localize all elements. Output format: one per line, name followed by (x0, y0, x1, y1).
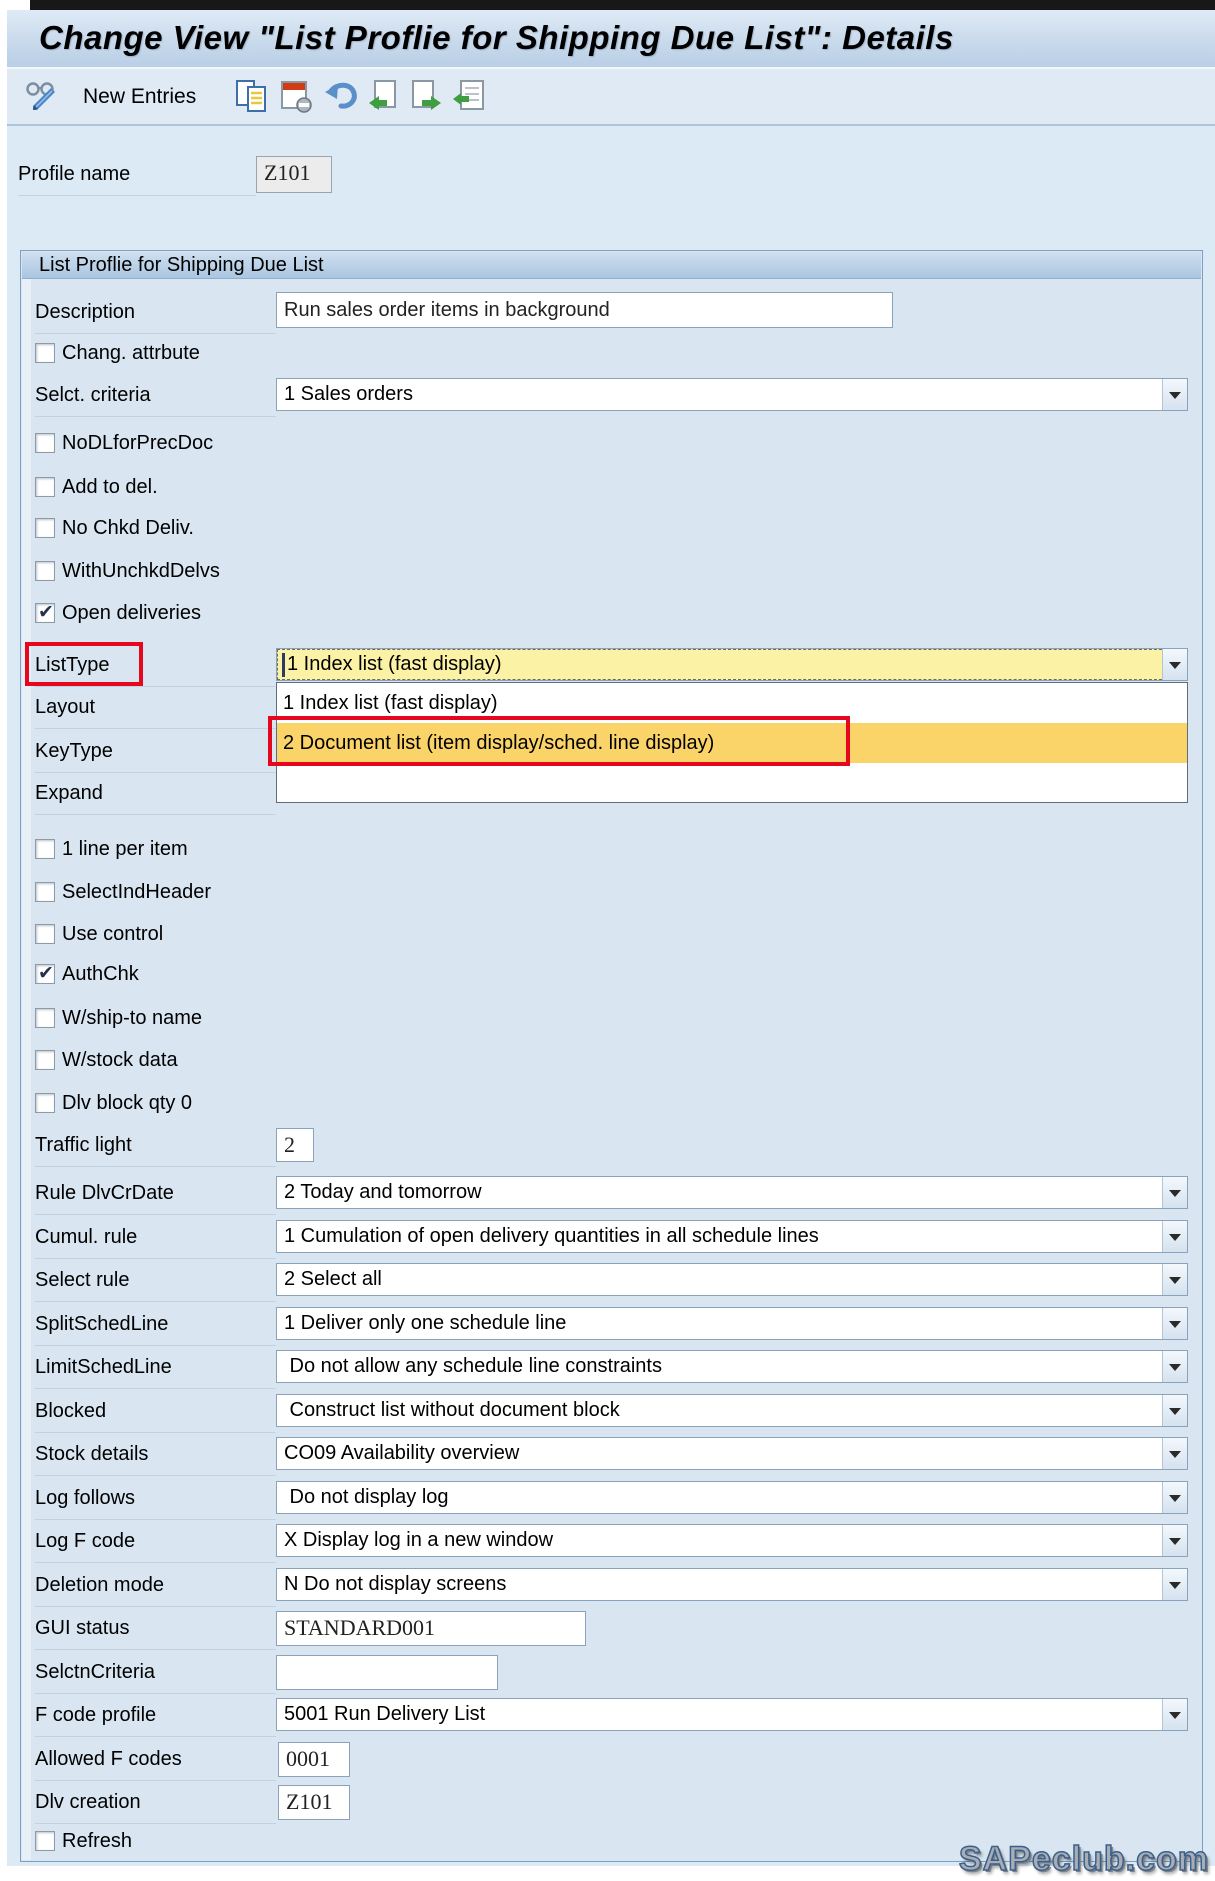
checkbox-w-stock-data[interactable] (35, 1049, 178, 1071)
checkbox-selectindheader[interactable] (35, 881, 211, 903)
checkbox-box[interactable] (35, 477, 55, 497)
deletion-mode-select[interactable] (276, 1568, 1188, 1601)
stock-details-select[interactable] (276, 1437, 1188, 1470)
chevron-down-icon[interactable] (1162, 1264, 1187, 1295)
title-bar (7, 10, 1215, 69)
text-cursor (282, 653, 285, 677)
delete-icon[interactable] (279, 79, 313, 113)
blocked-select[interactable] (276, 1394, 1188, 1427)
checkbox-label: W/stock data (62, 1048, 178, 1071)
limitschedline-label: LimitSchedLine (35, 1350, 276, 1389)
blocked-label: Blocked (35, 1394, 276, 1433)
allowed-f-codes-label: Allowed F codes (35, 1742, 276, 1781)
log-f-code-label: Log F code (35, 1524, 276, 1563)
checkbox-label: Refresh (62, 1829, 133, 1852)
checkbox-label: 1 line per item (62, 837, 188, 860)
groupbox-left-strip (22, 279, 31, 1860)
checkbox-label: No Chkd Deliv. (62, 516, 194, 539)
checkbox-box[interactable] (35, 1831, 55, 1851)
chevron-down-icon[interactable] (1162, 1438, 1187, 1469)
chevron-down-icon[interactable] (1162, 1525, 1187, 1556)
checkbox-chang-attrbute[interactable] (35, 342, 200, 364)
log-follows-select[interactable] (276, 1481, 1188, 1514)
select-rule-select[interactable] (276, 1263, 1188, 1296)
f-code-profile-label: F code profile (35, 1698, 276, 1737)
chevron-down-icon[interactable] (1162, 1221, 1187, 1252)
checkbox-authchk[interactable] (35, 963, 139, 985)
next-entry-icon[interactable] (409, 79, 443, 113)
checkbox-withunchkddelvs[interactable] (35, 560, 220, 582)
selct-criteria-select[interactable] (276, 378, 1188, 411)
new-entries-button[interactable]: New Entries (83, 85, 197, 108)
checkbox-label: NoDLforPrecDoc (62, 431, 214, 454)
listtype-select[interactable] (276, 648, 1188, 681)
display-change-icon[interactable] (25, 79, 59, 113)
log-f-code-value: X Display log in a new window (284, 1529, 554, 1551)
traffic-light-input[interactable]: 2 (276, 1128, 314, 1162)
deletion-mode-value: N Do not display screens (284, 1573, 507, 1595)
splitschedline-select[interactable] (276, 1307, 1188, 1340)
limitschedline-select[interactable] (276, 1350, 1188, 1383)
listtype-label: ListType (35, 648, 276, 687)
select-rule-label: Select rule (35, 1263, 276, 1302)
page-title: Change View "List Proflie for Shipping Due List": Details (39, 19, 954, 56)
checkbox-use-control[interactable] (35, 923, 163, 945)
profile-name-input[interactable]: Z101 (256, 156, 332, 193)
checkbox-box[interactable] (35, 839, 55, 859)
splitschedline-value: 1 Deliver only one schedule line (284, 1312, 567, 1334)
checkbox-w-ship-to-name[interactable] (35, 1007, 202, 1029)
checkbox-label: W/ship-to name (62, 1006, 203, 1029)
f-code-profile-value: 5001 Run Delivery List (284, 1703, 486, 1725)
expand-label: Expand (35, 776, 276, 815)
checkbox-box[interactable] (35, 1050, 55, 1070)
blocked-value: Construct list without document block (284, 1399, 620, 1421)
cumul-rule-select[interactable] (276, 1220, 1188, 1253)
chevron-down-icon[interactable] (1162, 1699, 1187, 1730)
checkbox-label: WithUnchkdDelvs (62, 559, 220, 582)
copy-as-icon[interactable] (235, 79, 269, 113)
log-f-code-select[interactable] (276, 1524, 1188, 1557)
chevron-down-icon[interactable] (1162, 1395, 1187, 1426)
chevron-down-icon[interactable] (1162, 1351, 1187, 1382)
gui-status-input[interactable]: STANDARD001 (276, 1611, 586, 1646)
gui-status-label: GUI status (35, 1611, 276, 1650)
listtype-value: 1 Index list (fast display) (287, 653, 502, 675)
cumul-rule-label: Cumul. rule (35, 1220, 276, 1259)
checkbox-dlv-block-qty-0[interactable] (35, 1092, 192, 1114)
checkbox-box[interactable] (35, 343, 55, 363)
dropdown-option-document-list[interactable]: 2 Document list (item display/sched. line display) (277, 723, 1187, 763)
checkbox-box[interactable] (35, 561, 55, 581)
annotation-box-document-list-option (268, 716, 850, 766)
dropdown-option-index-list[interactable]: 1 Index list (fast display) (283, 692, 498, 714)
dlv-creation-input[interactable]: Z101 (278, 1785, 350, 1820)
annotation-box-listtype-label (25, 642, 143, 686)
selct-criteria-value: 1 Sales orders (284, 383, 413, 405)
selctncriteria-input[interactable] (276, 1655, 498, 1690)
description-input[interactable]: Run sales order items in background (276, 292, 893, 328)
other-entry-icon[interactable] (451, 79, 485, 113)
traffic-light-label: Traffic light (35, 1128, 276, 1167)
chevron-down-icon[interactable] (1162, 1308, 1187, 1339)
checkbox-box[interactable] (35, 1093, 55, 1113)
checkbox-label: Add to del. (62, 475, 158, 498)
select-rule-value: 2 Select all (284, 1268, 382, 1290)
checkbox-box[interactable] (35, 1008, 55, 1028)
checkbox-label: Dlv block qty 0 (62, 1091, 193, 1114)
checkbox-box[interactable] (35, 433, 55, 453)
checkbox-label: Open deliveries (62, 601, 201, 624)
selctncriteria-label: SelctnCriteria (35, 1655, 276, 1694)
checkbox-label: AuthChk (62, 962, 139, 985)
chevron-down-icon[interactable] (1162, 649, 1187, 680)
window-edge (30, 0, 1215, 10)
checkbox-box[interactable] (35, 964, 55, 984)
profile-name-label: Profile name (18, 155, 256, 196)
checkbox-open-deliveries[interactable] (35, 602, 201, 624)
cumul-rule-value: 1 Cumulation of open delivery quantities in all schedule lines (284, 1225, 819, 1247)
chevron-down-icon[interactable] (1162, 1482, 1187, 1513)
allowed-f-codes-input[interactable]: 0001 (278, 1742, 350, 1777)
checkbox-label: Use control (62, 922, 164, 945)
checkbox-refresh[interactable] (35, 1830, 132, 1852)
layout-label: Layout (35, 690, 276, 729)
checkbox-box[interactable] (35, 924, 55, 944)
stock-details-value: CO09 Availability overview (284, 1442, 520, 1464)
rule-dlvcrdate-select[interactable] (276, 1176, 1188, 1209)
previous-entry-icon[interactable] (367, 79, 401, 113)
checkbox-label: SelectIndHeader (62, 880, 211, 903)
dlv-creation-label: Dlv creation (35, 1785, 276, 1824)
f-code-profile-select[interactable] (276, 1698, 1188, 1731)
selct-criteria-label: Selct. criteria (35, 378, 276, 417)
watermark: SAPeclub.com (958, 1840, 1209, 1878)
dropdown-option-empty[interactable] (277, 763, 1187, 802)
keytype-label: KeyType (35, 734, 276, 773)
checkbox-no-chkd-deliv[interactable] (35, 517, 194, 539)
checkbox-add-to-del[interactable] (35, 476, 158, 498)
chevron-down-icon[interactable] (1162, 1569, 1187, 1600)
checkbox-box[interactable] (35, 882, 55, 902)
undo-icon[interactable] (323, 79, 357, 113)
checkbox-nodlforprecdoc[interactable] (35, 432, 213, 454)
rule-dlvcrdate-value: 2 Today and tomorrow (284, 1181, 482, 1203)
description-label: Description (35, 292, 276, 334)
deletion-mode-label: Deletion mode (35, 1568, 276, 1607)
chevron-down-icon[interactable] (1162, 379, 1187, 410)
groupbox-title: List Proflie for Shipping Due List (22, 252, 1201, 279)
log-follows-label: Log follows (35, 1481, 276, 1520)
checkbox-1-line-per-item[interactable] (35, 838, 188, 860)
checkbox-label: Chang. attrbute (62, 341, 200, 364)
application-toolbar (7, 69, 1215, 126)
stock-details-label: Stock details (35, 1437, 276, 1476)
rule-dlvcrdate-label: Rule DlvCrDate (35, 1176, 276, 1215)
checkbox-box[interactable] (35, 603, 55, 623)
splitschedline-label: SplitSchedLine (35, 1307, 276, 1346)
log-follows-value: Do not display log (284, 1486, 449, 1508)
chevron-down-icon[interactable] (1162, 1177, 1187, 1208)
checkbox-box[interactable] (35, 518, 55, 538)
limitschedline-value: Do not allow any schedule line constraints (284, 1355, 662, 1377)
